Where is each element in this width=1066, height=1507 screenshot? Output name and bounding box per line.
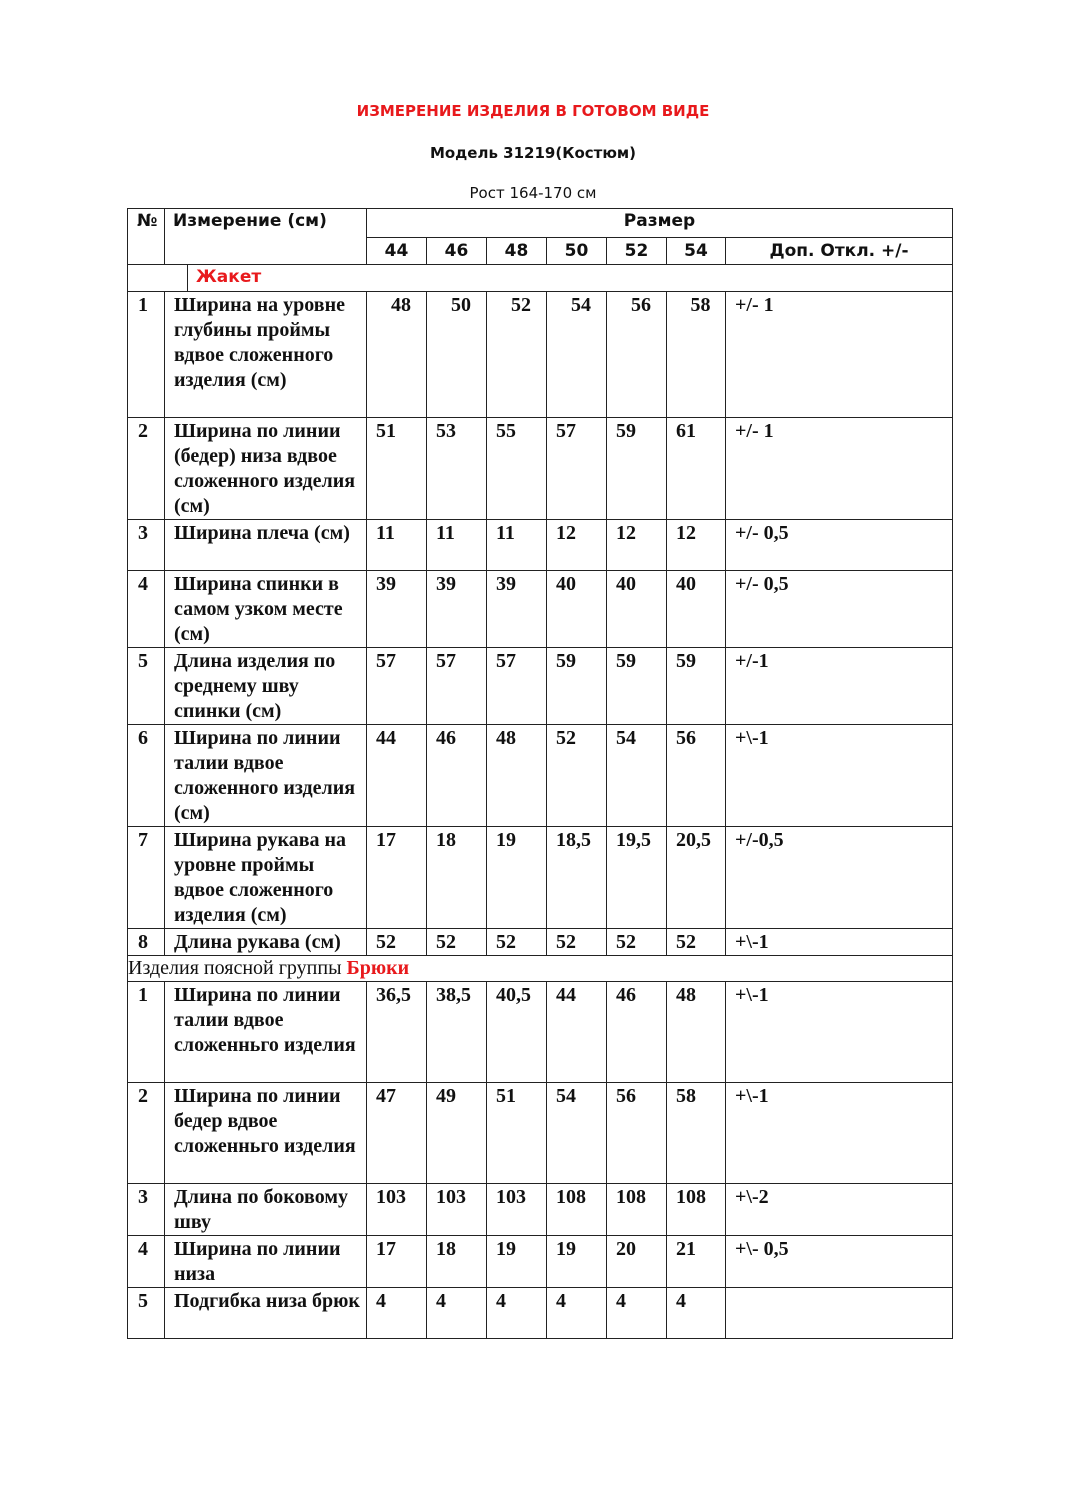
size-value-48: 52 (487, 292, 547, 418)
size-value-44: 17 (367, 827, 427, 929)
size-value-44: 57 (367, 648, 427, 725)
model-name: Модель 31219(Костюм) (429, 144, 637, 162)
section-jacket-label: Жакет (196, 267, 262, 287)
size-value-44: 52 (367, 929, 427, 956)
size-value-50: 59 (547, 648, 607, 725)
section-pants-row (128, 956, 953, 982)
size-value-44: 36,5 (367, 982, 427, 1083)
size-value-48: 40,5 (487, 982, 547, 1083)
size-value-44: 11 (367, 520, 427, 571)
tolerance-value: +\-2 (726, 1184, 953, 1236)
size-value-54: 40 (667, 571, 726, 648)
measurement-label: Ширина по линии низа (165, 1236, 367, 1288)
size-value-54: 52 (667, 929, 726, 956)
height-range: Рост 164-170 см (469, 184, 597, 202)
row-number: 2 (128, 1083, 165, 1184)
size-value-54: 48 (667, 982, 726, 1083)
size-value-50: 40 (547, 571, 607, 648)
size-value-52: 20 (607, 1236, 667, 1288)
table-row (128, 929, 953, 956)
size-value-48: 103 (487, 1184, 547, 1236)
size-value-54: 21 (667, 1236, 726, 1288)
size-value-54: 108 (667, 1184, 726, 1236)
tolerance-value: +\-1 (726, 1083, 953, 1184)
size-value-46: 52 (427, 929, 487, 956)
size-value-52: 40 (607, 571, 667, 648)
header-measurement: Измерение (см) (165, 209, 367, 265)
header-row-top (128, 209, 953, 238)
measurement-label: Ширина плеча (см) (165, 520, 367, 571)
table-row (128, 1083, 953, 1184)
size-value-48: 4 (487, 1288, 547, 1339)
size-value-46: 38,5 (427, 982, 487, 1083)
size-value-50: 18,5 (547, 827, 607, 929)
size-value-54: 4 (667, 1288, 726, 1339)
measurement-label: Ширина на уровне глубины проймы вдвое сложенного изделия (см) (165, 292, 367, 418)
header-size: Размер (367, 209, 953, 238)
tolerance-value: +/- 0,5 (726, 571, 953, 648)
measurement-label: Ширина по линии талии вдвое сложенньго изделия (165, 982, 367, 1083)
table-row (128, 725, 953, 827)
size-value-52: 59 (607, 418, 667, 520)
size-value-44: 44 (367, 725, 427, 827)
row-number: 5 (128, 1288, 165, 1339)
size-value-50: 52 (547, 929, 607, 956)
size-value-48: 48 (487, 725, 547, 827)
size-value-52: 4 (607, 1288, 667, 1339)
size-value-44: 39 (367, 571, 427, 648)
measurement-label: Ширина рукава на уровне проймы вдвое сложенного изделия (см) (165, 827, 367, 929)
size-value-44: 103 (367, 1184, 427, 1236)
size-value-50: 57 (547, 418, 607, 520)
table-row (128, 1288, 953, 1339)
table-row (128, 520, 953, 571)
size-value-52: 19,5 (607, 827, 667, 929)
row-number: 6 (128, 725, 165, 827)
tolerance-value: +\-1 (726, 929, 953, 956)
size-value-52: 54 (607, 725, 667, 827)
page-title: ИЗМЕРЕНИЕ ИЗДЕЛИЯ В ГОТОВОМ ВИДЕ (356, 102, 710, 120)
tolerance-value: +/- 0,5 (726, 520, 953, 571)
table-row (128, 1184, 953, 1236)
header-number: № (128, 209, 165, 265)
row-number: 4 (128, 571, 165, 648)
size-value-48: 11 (487, 520, 547, 571)
size-value-44: 4 (367, 1288, 427, 1339)
size-value-44: 48 (367, 292, 427, 418)
size-value-46: 18 (427, 827, 487, 929)
size-value-44: 51 (367, 418, 427, 520)
header-size-48: 48 (487, 238, 547, 265)
header-size-50: 50 (547, 238, 607, 265)
size-value-46: 4 (427, 1288, 487, 1339)
section-pants-label: Брюки (346, 957, 410, 979)
size-value-48: 19 (487, 1236, 547, 1288)
tolerance-value: +\-1 (726, 982, 953, 1083)
size-value-50: 44 (547, 982, 607, 1083)
table-row (128, 648, 953, 725)
size-value-46: 103 (427, 1184, 487, 1236)
row-number: 8 (128, 929, 165, 956)
size-value-50: 108 (547, 1184, 607, 1236)
size-value-46: 11 (427, 520, 487, 571)
section-jacket-row (128, 265, 953, 292)
row-number: 5 (128, 648, 165, 725)
tolerance-value: +/- 1 (726, 292, 953, 418)
size-value-54: 58 (667, 292, 726, 418)
size-value-50: 12 (547, 520, 607, 571)
measurement-label: Ширина спинки в самом узком месте (см) (165, 571, 367, 648)
size-value-54: 20,5 (667, 827, 726, 929)
size-value-52: 56 (607, 1083, 667, 1184)
size-value-46: 39 (427, 571, 487, 648)
measurement-label: Ширина по линии (бедер) низа вдвое сложенного изделия (см) (165, 418, 367, 520)
row-number: 3 (128, 520, 165, 571)
row-number: 1 (128, 982, 165, 1083)
header-size-54: 54 (667, 238, 726, 265)
row-number: 2 (128, 418, 165, 520)
header-tolerance: Доп. Откл. +/- (726, 238, 953, 265)
size-value-46: 18 (427, 1236, 487, 1288)
row-number: 3 (128, 1184, 165, 1236)
measurement-label: Длина рукава (см) (165, 929, 367, 956)
measurement-label: Ширина по линии талии вдвое сложенного изделия (см) (165, 725, 367, 827)
row-number: 7 (128, 827, 165, 929)
measurement-label: Подгибка низа брюк (165, 1288, 367, 1339)
size-value-44: 47 (367, 1083, 427, 1184)
size-value-48: 19 (487, 827, 547, 929)
table-row (128, 1236, 953, 1288)
measurement-label: Ширина по линии бедер вдвое сложенньго изделия (165, 1083, 367, 1184)
table-row (128, 292, 953, 418)
tolerance-value: +/-1 (726, 648, 953, 725)
section-waist-group-label: Изделия поясной группы (128, 957, 342, 979)
table-row (128, 418, 953, 520)
table-row (128, 827, 953, 929)
size-value-52: 12 (607, 520, 667, 571)
size-value-48: 55 (487, 418, 547, 520)
size-value-52: 59 (607, 648, 667, 725)
size-value-46: 50 (427, 292, 487, 418)
size-value-44: 17 (367, 1236, 427, 1288)
size-value-54: 12 (667, 520, 726, 571)
size-value-48: 57 (487, 648, 547, 725)
header-size-52: 52 (607, 238, 667, 265)
size-value-46: 53 (427, 418, 487, 520)
size-value-46: 49 (427, 1083, 487, 1184)
size-value-48: 39 (487, 571, 547, 648)
tolerance-value (726, 1288, 953, 1339)
size-value-54: 61 (667, 418, 726, 520)
tolerance-value: +\-1 (726, 725, 953, 827)
size-value-54: 56 (667, 725, 726, 827)
header-size-44: 44 (367, 238, 427, 265)
size-value-52: 46 (607, 982, 667, 1083)
size-value-48: 52 (487, 929, 547, 956)
tolerance-value: +\- 0,5 (726, 1236, 953, 1288)
header-size-46: 46 (427, 238, 487, 265)
size-value-52: 56 (607, 292, 667, 418)
size-value-46: 57 (427, 648, 487, 725)
size-value-50: 54 (547, 1083, 607, 1184)
size-value-50: 52 (547, 725, 607, 827)
size-value-48: 51 (487, 1083, 547, 1184)
tolerance-value: +/-0,5 (726, 827, 953, 929)
size-value-54: 58 (667, 1083, 726, 1184)
table-row (128, 571, 953, 648)
measurement-label: Длина по боковому шву (165, 1184, 367, 1236)
size-value-54: 59 (667, 648, 726, 725)
size-value-52: 108 (607, 1184, 667, 1236)
size-value-52: 52 (607, 929, 667, 956)
table-row (128, 982, 953, 1083)
size-value-46: 46 (427, 725, 487, 827)
size-value-50: 54 (547, 292, 607, 418)
row-number: 4 (128, 1236, 165, 1288)
measurement-table (127, 208, 953, 1339)
row-number: 1 (128, 292, 165, 418)
size-value-50: 4 (547, 1288, 607, 1339)
measurement-label: Длина изделия по среднему шву спинки (см) (165, 648, 367, 725)
tolerance-value: +/- 1 (726, 418, 953, 520)
size-value-50: 19 (547, 1236, 607, 1288)
